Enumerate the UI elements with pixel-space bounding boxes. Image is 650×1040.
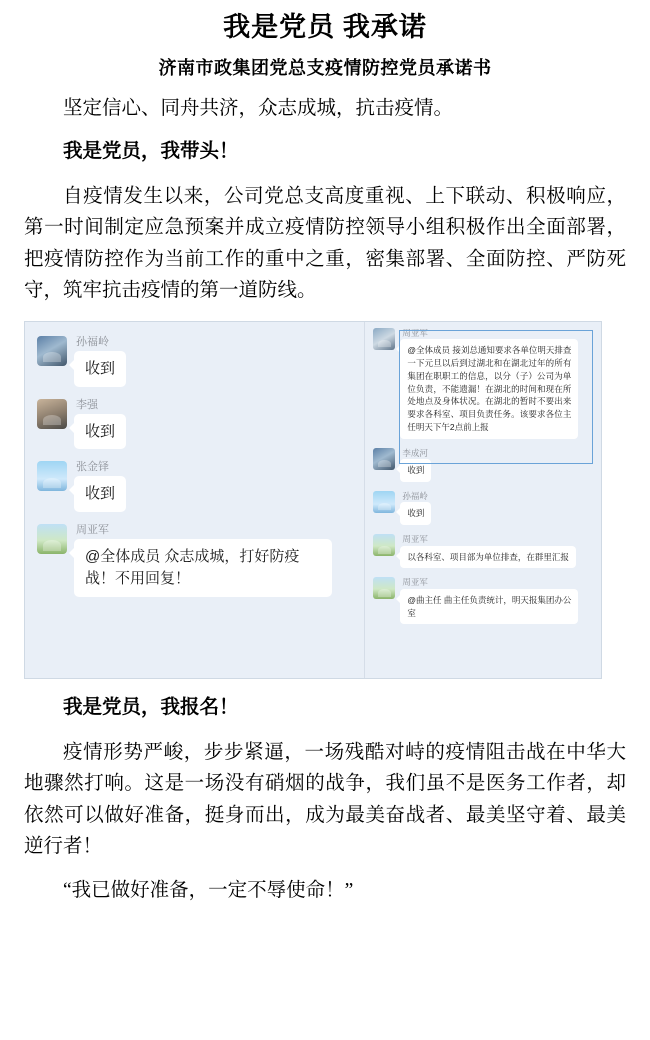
chat-sender-name: 孙福岭 <box>76 335 109 348</box>
chat-sender-name: 周亚军 <box>402 327 428 338</box>
chat-message <box>373 577 593 624</box>
chat-screenshot-figure <box>24 321 602 679</box>
chat-sender-name: 李成河 <box>402 447 428 458</box>
chat-message <box>37 461 354 512</box>
chat-bubble: 以各科室、项目部为单位排查，在群里汇报 <box>400 546 576 569</box>
chat-message <box>373 448 593 482</box>
chat-sender-name: 周亚军 <box>402 577 428 588</box>
paragraph-heading-lead: 我是党员，我带头！ <box>63 141 239 163</box>
chat-sender-name: 张金铎 <box>76 461 109 474</box>
chat-bubble: @全体成员 接刘总通知要求各单位明天排查一下元旦以后到过湖北和在湖北过年的所有集团在职职工的信息，以分（子）公司为单位负责，不能遗漏！在湖北的时间和现在所处地点及身体状况。在湖北的暂时不要出来要求各科室、项目负责任务。该要求各位主任明天下午2点前上报 <box>400 339 578 438</box>
chat-message <box>37 336 354 387</box>
paragraph-body-1: 自疫情发生以来，公司党总支高度重视、上下联动、积极响应，第一时间制定应急预案并成立疫情防控领导小组积极作出全面部署，把疫情防控作为当前工作的重中之重，密集部署、全面防控、严防死守，筑牢抗击疫情的第一道防线。 <box>24 185 626 302</box>
avatar <box>37 399 67 429</box>
document-page <box>0 10 650 1040</box>
paragraph-heading-signup: 我是党员，我报名！ <box>63 696 239 718</box>
chat-sender-name: 周亚军 <box>76 524 109 537</box>
page-subtitle: 济南市政集团党总支疫情防控党员承诺书 <box>158 58 492 79</box>
chat-bubble: @曲主任 曲主任负责统计，明天报集团办公室 <box>400 589 578 625</box>
avatar <box>373 534 395 556</box>
page-title: 我是党员 我承诺 <box>223 12 427 42</box>
chat-bubble: 收到 <box>400 459 431 482</box>
avatar <box>37 461 67 491</box>
chat-sender-name: 李强 <box>76 398 98 411</box>
avatar <box>37 524 67 554</box>
avatar <box>373 577 395 599</box>
avatar <box>373 448 395 470</box>
closing-quote: “我已做好准备，一定不辱使命！” <box>63 879 354 901</box>
avatar <box>373 491 395 513</box>
chat-sender-name: 周亚军 <box>402 534 428 545</box>
chat-pane-left <box>25 322 364 678</box>
chat-bubble: 收到 <box>400 502 431 525</box>
chat-bubble: 收到 <box>74 351 126 387</box>
chat-message <box>37 399 354 450</box>
paragraph-intro: 坚定信心、同舟共济，众志成城，抗击疫情。 <box>63 98 454 120</box>
chat-bubble: 收到 <box>74 414 126 450</box>
chat-message <box>373 328 593 439</box>
chat-bubble: 收到 <box>74 476 126 512</box>
chat-bubble: @全体成员 众志成城，打好防疫战！不用回复！ <box>74 539 332 597</box>
chat-message <box>37 524 354 597</box>
chat-pane-right <box>364 322 601 678</box>
paragraph-body-2: 疫情形势严峻，步步紧逼，一场残酷对峙的疫情阻击战在中华大地骤然打响。这是一场没有硝烟的战争，我们虽不是医务工作者，却依然可以做好准备，挺身而出，成为最美奋战者、最美坚守着、最美逆行者！ <box>24 741 626 858</box>
avatar <box>373 328 395 350</box>
chat-message <box>373 491 593 525</box>
chat-sender-name: 孙福岭 <box>402 490 428 501</box>
chat-message <box>373 534 593 568</box>
avatar <box>37 336 67 366</box>
